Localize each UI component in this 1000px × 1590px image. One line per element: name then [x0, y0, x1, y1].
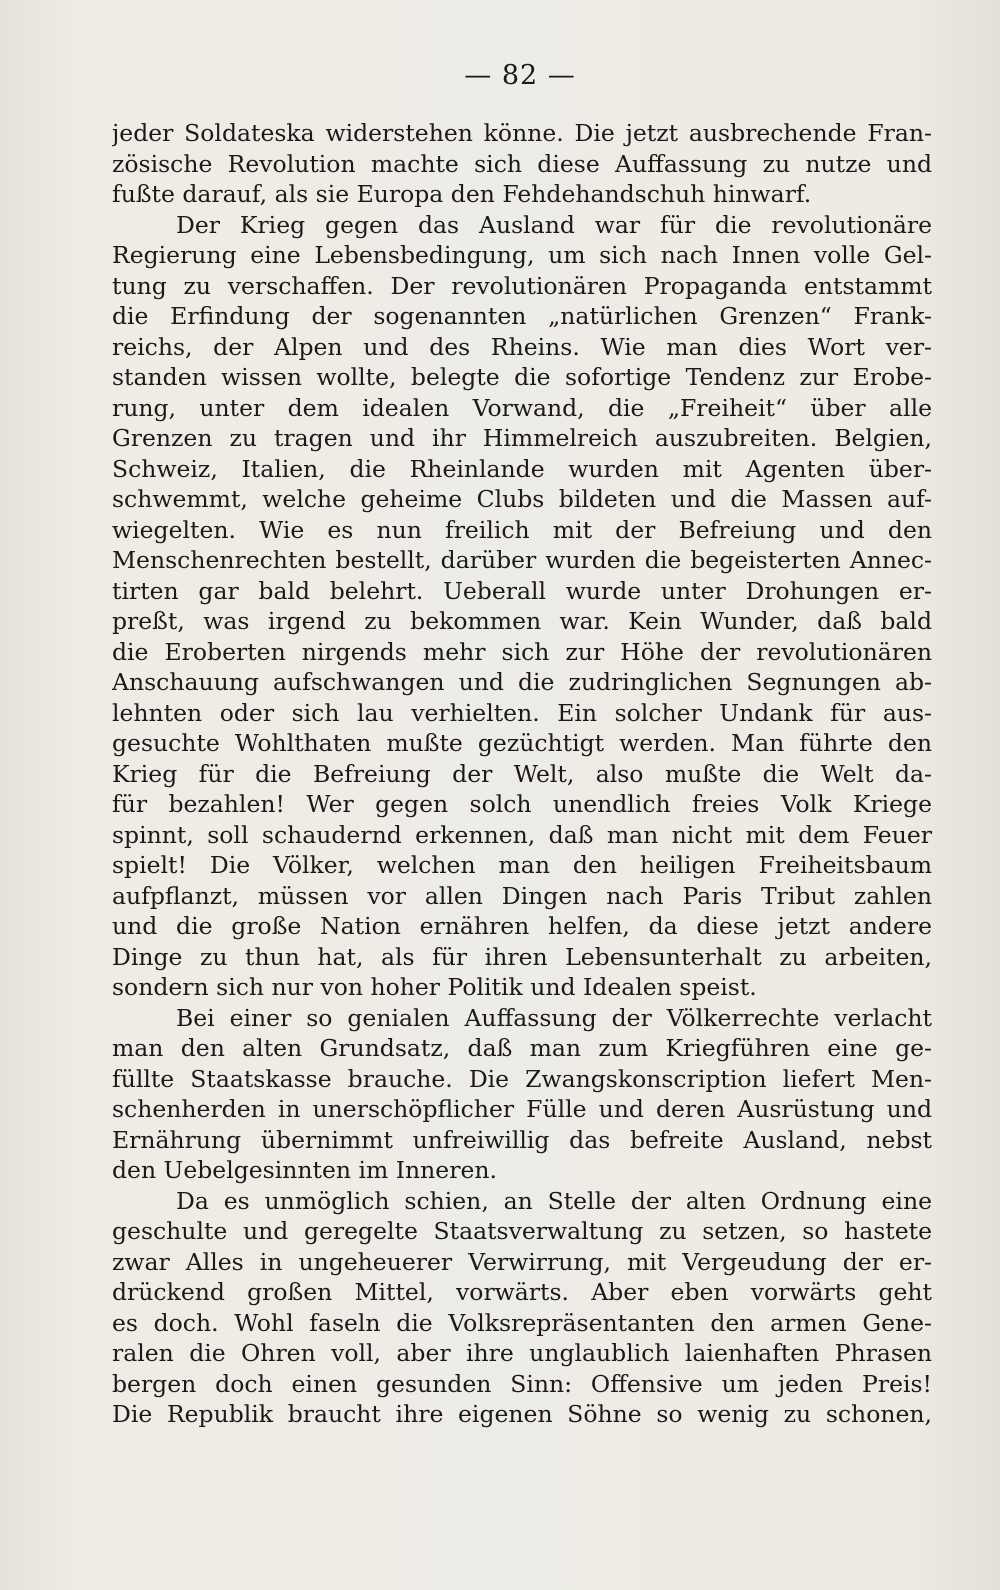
paragraph: [112, 1186, 932, 1430]
text-line: Da es unmöglich schien, an Stelle der alten Ordnung eine: [176, 1186, 932, 1215]
text-line: schwemmt, welche geheime Clubs bildeten und die Massen auf-: [112, 485, 932, 513]
text-line: Die Republik braucht ihre eigenen Söhne so wenig zu schonen,: [112, 1400, 932, 1428]
text-line: den Uebelgesinnten im Inneren.: [112, 1156, 497, 1184]
text-line: tung zu verschaffen. Der revolutionären Propaganda entstammt: [112, 271, 932, 300]
text-line: und die große Nation ernähren helfen, da diese jetzt andere: [112, 912, 932, 940]
text-line: man den alten Grundsatz, daß man zum Kriegführen eine ge-: [112, 1034, 932, 1062]
text-line: Bei einer so genialen Auffassung der Völkerrechte verlacht: [176, 1003, 932, 1032]
text-line: rung, unter dem idealen Vorwand, die „Freiheit“ über alle: [112, 393, 932, 422]
text-line: preßt, was irgend zu bekommen war. Kein Wunder, daß bald: [112, 607, 932, 635]
text-line: reichs, der Alpen und des Rheins. Wie man dies Wort ver-: [112, 332, 932, 361]
page-number: — 82 —: [464, 60, 576, 91]
paragraph: [112, 118, 932, 210]
text-line: für bezahlen! Wer gegen solch unendlich freies Volk Kriege: [112, 790, 932, 818]
text-line: spinnt, soll schaudernd erkennen, daß man nicht mit dem Feuer: [112, 820, 932, 849]
text-line: Krieg für die Befreiung der Welt, also mußte die Welt da-: [112, 759, 932, 788]
text-line: die Eroberten nirgends mehr sich zur Höhe der revolutionären: [112, 637, 932, 666]
text-line: tirten gar bald belehrt. Ueberall wurde unter Drohungen er-: [112, 576, 932, 605]
text-line: Grenzen zu tragen und ihr Himmelreich auszubreiten. Belgien,: [112, 424, 932, 452]
text-line: zwar Alles in ungeheuerer Verwirrung, mit Vergeudung der er-: [112, 1247, 932, 1276]
text-line: standen wissen wollte, belegte die sofortige Tendenz zur Erobe-: [112, 363, 932, 391]
text-line: schenherden in unerschöpflicher Fülle und deren Ausrüstung und: [112, 1095, 932, 1123]
text-line: Anschauung aufschwangen und die zudringlichen Segnungen ab-: [112, 668, 932, 696]
text-line: geschulte und geregelte Staatsverwaltung zu setzen, so hastete: [112, 1217, 932, 1245]
text-line: Menschenrechten bestellt, darüber wurden die begeisterten Annec-: [112, 546, 932, 574]
text-line: jeder Soldateska widerstehen könne. Die jetzt ausbrechende Fran-: [112, 119, 932, 147]
text-line: Der Krieg gegen das Ausland war für die revolutionäre: [176, 210, 932, 239]
text-line: ralen die Ohren voll, aber ihre unglaublich laienhaften Phrasen: [112, 1339, 932, 1367]
text-line: fußte darauf, als sie Europa den Fehdehandschuh hinwarf.: [112, 180, 812, 208]
text-line: es doch. Wohl faseln die Volksrepräsentanten den armen Gene-: [112, 1308, 932, 1337]
text-line: spielt! Die Völker, welchen man den heiligen Freiheitsbaum: [112, 851, 932, 879]
text-line: Dinge zu thun hat, als für ihren Lebensunterhalt zu arbeiten,: [112, 942, 932, 971]
text-line: wiegelten. Wie es nun freilich mit der Befreiung und den: [112, 515, 932, 544]
text-line: drückend großen Mittel, vorwärts. Aber eben vorwärts geht: [112, 1278, 932, 1306]
text-line: aufpflanzt, müssen vor allen Dingen nach Paris Tribut zahlen: [112, 881, 932, 910]
text-line: füllte Staatskasse brauche. Die Zwangskonscription liefert Men-: [112, 1064, 932, 1093]
text-line: Regierung eine Lebensbedingung, um sich nach Innen volle Gel-: [112, 241, 932, 269]
text-line: bergen doch einen gesunden Sinn: Offensive um jeden Preis!: [112, 1369, 932, 1398]
text-line: Ernährung übernimmt unfreiwillig das befreite Ausland, nebst: [112, 1125, 932, 1154]
text-line: die Erfindung der sogenannten „natürlichen Grenzen“ Frank-: [112, 302, 932, 330]
text-line: Schweiz, Italien, die Rheinlande wurden mit Agenten über-: [112, 454, 932, 483]
text-line: gesuchte Wohlthaten mußte gezüchtigt werden. Man führte den: [112, 729, 932, 757]
text-line: sondern sich nur von hoher Politik und Idealen speist.: [112, 973, 757, 1001]
paragraph: [112, 1003, 932, 1186]
text-line: lehnten oder sich lau verhielten. Ein solcher Undank für aus-: [112, 698, 932, 727]
text-line: zösische Revolution machte sich diese Auffassung zu nutze und: [112, 149, 932, 178]
paragraph: [112, 210, 932, 1003]
body-text: [112, 118, 932, 1430]
